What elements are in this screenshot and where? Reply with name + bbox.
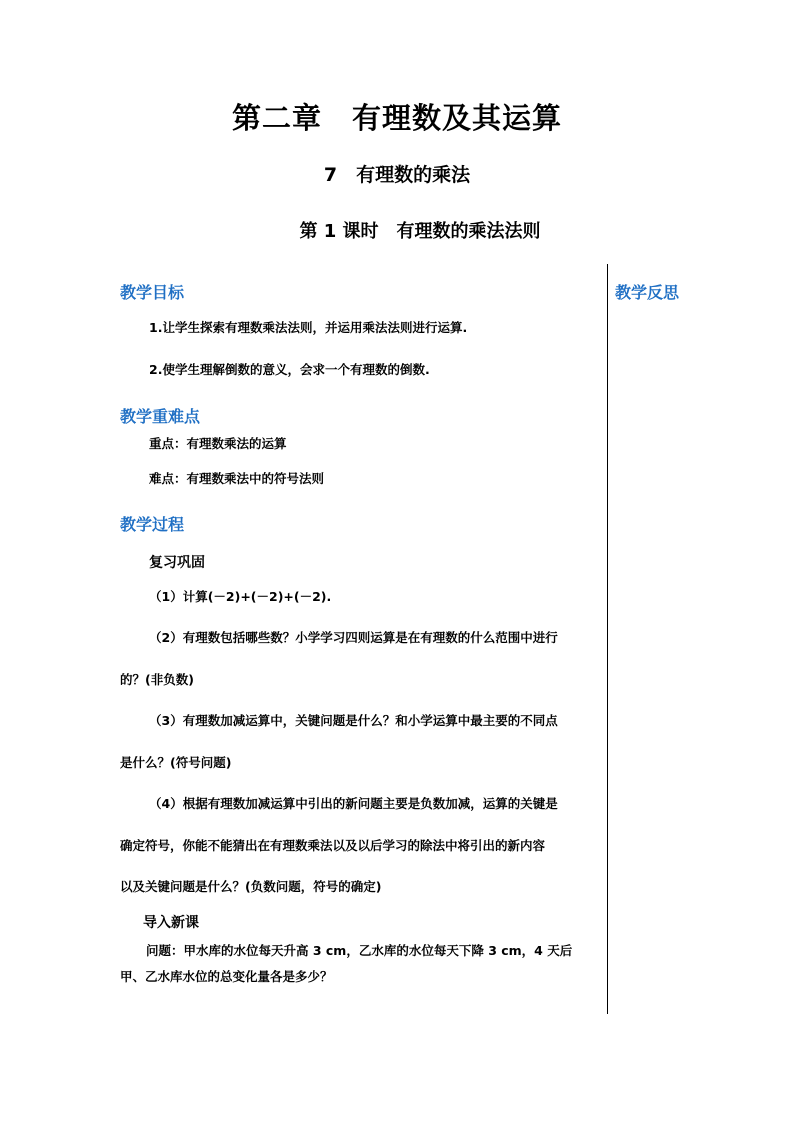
reflection-heading: 教学反思 (615, 283, 680, 302)
objective-item-1: 1.让学生探索有理数乘法法则，并运用乘法法则进行运算. (149, 320, 468, 335)
question-3-line-2: 是什么？(符号问题) (120, 755, 232, 770)
key-points-heading: 教学重难点 (120, 407, 201, 426)
lesson-title: 第 1 课时 有理数的乘法法则 (299, 221, 541, 242)
process-heading: 教学过程 (120, 515, 185, 534)
objectives-heading: 教学目标 (120, 283, 185, 302)
problem-line-1: 问题：甲水库的水位每天升高 3 cm，乙水库的水位每天下降 3 cm，4 天后 (146, 943, 573, 958)
intro-heading: 导入新课 (143, 915, 199, 931)
objective-item-2: 2.使学生理解倒数的意义，会求一个有理数的倒数. (149, 362, 430, 377)
question-3-line-1: （3）有理数加减运算中，关键问题是什么？和小学运算中最主要的不同点 (149, 713, 558, 728)
question-4-line-2: 确定符号，你能不能猜出在有理数乘法以及以后学习的除法中将引出的新内容 (120, 838, 546, 853)
question-2-line-2: 的？(非负数) (120, 672, 194, 687)
question-4-line-1: （4）根据有理数加减运算中引出的新问题主要是负数加减，运算的关键是 (149, 796, 558, 811)
question-2-line-1: （2）有理数包括哪些数？小学学习四则运算是在有理数的什么范围中进行 (149, 630, 558, 645)
difficulty-point: 难点：有理数乘法中的符号法则 (149, 471, 325, 486)
focus-point: 重点：有理数乘法的运算 (149, 436, 287, 451)
question-4-line-3: 以及关键问题是什么？(负数问题，符号的确定) (120, 879, 382, 894)
chapter-title: 第二章 有理数及其运算 (231, 101, 562, 135)
question-1: （1）计算(－2)+(－2)+(－2). (149, 589, 332, 604)
section-title: 7 有理数的乘法 (323, 164, 471, 186)
problem-line-2: 甲、乙水库水位的总变化量各是多少？ (120, 969, 333, 984)
review-heading: 复习巩固 (149, 555, 205, 571)
column-divider (607, 264, 608, 1014)
